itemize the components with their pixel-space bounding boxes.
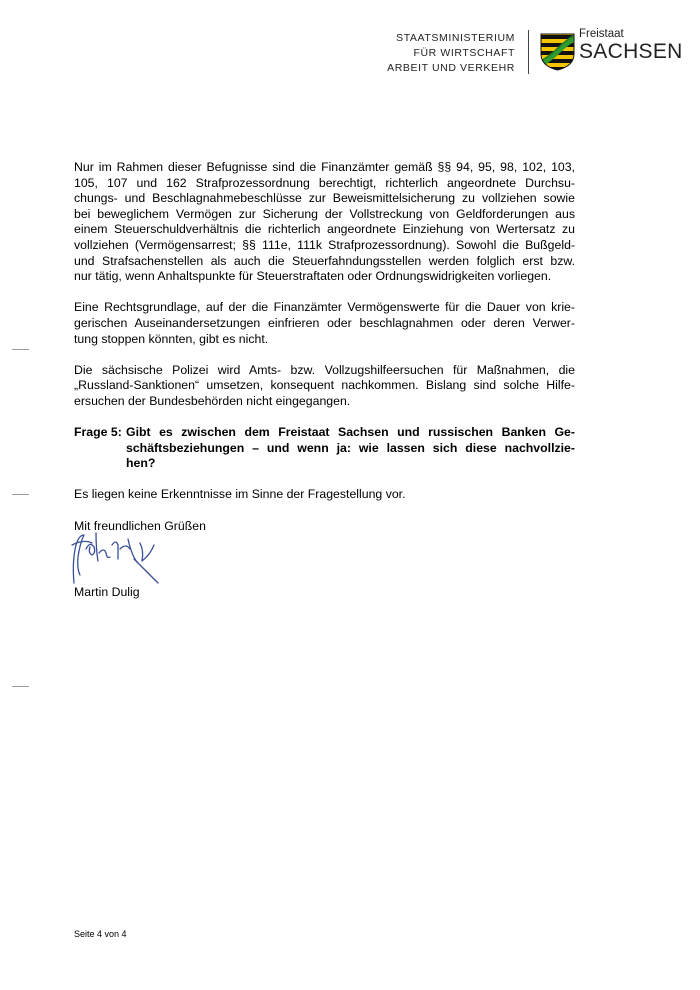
text-line: schäftsbeziehungen – und wenn ja: wie lassen sich diese nachvollzie- [126,440,575,455]
state-logo-wordmark [579,28,683,63]
text-line: vollziehen (Vermögensarrest; §§ 111e, 111k Strafprozessordnung). Sowohl die Bußgeld- [74,237,575,252]
text-line: ersuchen der Bundesbehörden nicht eingegangen. [74,393,351,408]
question-5 [74,425,575,472]
text-line: Nur im Rahmen dieser Befugnisse sind die Finanzämter gemäß §§ 94, 95, 98, 102, 103, [74,160,575,174]
text-line: nur tätig, wenn Anhaltspunkte für Steuerstraftaten oder Ordnungswidrigkeiten vorliegen. [74,269,552,284]
ministry-line-1: STAATSMINISTERIUM [396,32,515,44]
handwritten-signature [66,523,162,587]
text-line: chungs- und Beschlagnahmebeschlüsse zur Beweismittelsicherung zu vollziehen sowie [74,191,575,206]
paragraph-1 [74,160,575,285]
text-line: Gibt es zwischen dem Freistaat Sachsen und russischen Banken Ge- [126,425,575,440]
question-text [126,425,575,472]
text-line: bei beweglichem Vermögen zur Sicherung der Vollstreckung von Geldforderungen aus [74,206,575,221]
ministry-line-3: ARBEIT UND VERKEHR [387,62,515,74]
punch-mark [12,494,29,495]
saxony-coat-of-arms-icon [540,33,575,71]
text-line: einem Steuerschuldverhältnis die richterlich angeordnete Einziehung von Wertersatz zu [74,222,575,237]
fold-mark [12,686,29,687]
logo-sachsen: SACHSEN [579,40,683,63]
page-number: Seite 4 von 4 [74,929,127,939]
text-line: gerischen Auseinandersetzungen einfrieren oder beschlagnahmen oder deren Verwer- [74,315,575,330]
letterhead-divider [528,30,529,74]
paragraph-2 [74,300,575,347]
text-line: 105, 107 und 162 Strafprozessordnung berechtigt, richterlich angeordnete Durchsu- [74,175,575,190]
fold-mark [12,349,29,350]
ministry-name [387,31,515,76]
signer-name: Martin Dulig [74,585,140,599]
text-line: tung stoppen könnten, gibt es nicht. [74,331,269,346]
text-line: „Russland-Sanktionen“ umsetzen, konsequent nachkommen. Bislang sind solche Hilfe- [74,378,575,393]
closing-salutation: Mit freundlichen Grüßen [74,518,206,533]
logo-freistaat: Freistaat [579,28,624,40]
text-line: Die sächsische Polizei wird Amts- bzw. Vollzugshilfeersuchen für Maßnahmen, die [74,362,575,377]
answer: Es liegen keine Erkenntnisse im Sinne der Fragestellung vor. [74,487,406,502]
text-line: Eine Rechtsgrundlage, auf der die Finanzämter Vermögenswerte für die Dauer von krie- [74,300,575,315]
question-label: Frage 5: [74,425,122,440]
letter-body [74,160,575,550]
paragraph-3 [74,363,575,410]
text-line: hen? [126,456,156,471]
text-line: und Strafsachenstellen als auch die Steuerfahndungsstellen werden folglich erst bzw. [74,253,575,268]
ministry-line-2: FÜR WIRTSCHAFT [413,47,515,59]
